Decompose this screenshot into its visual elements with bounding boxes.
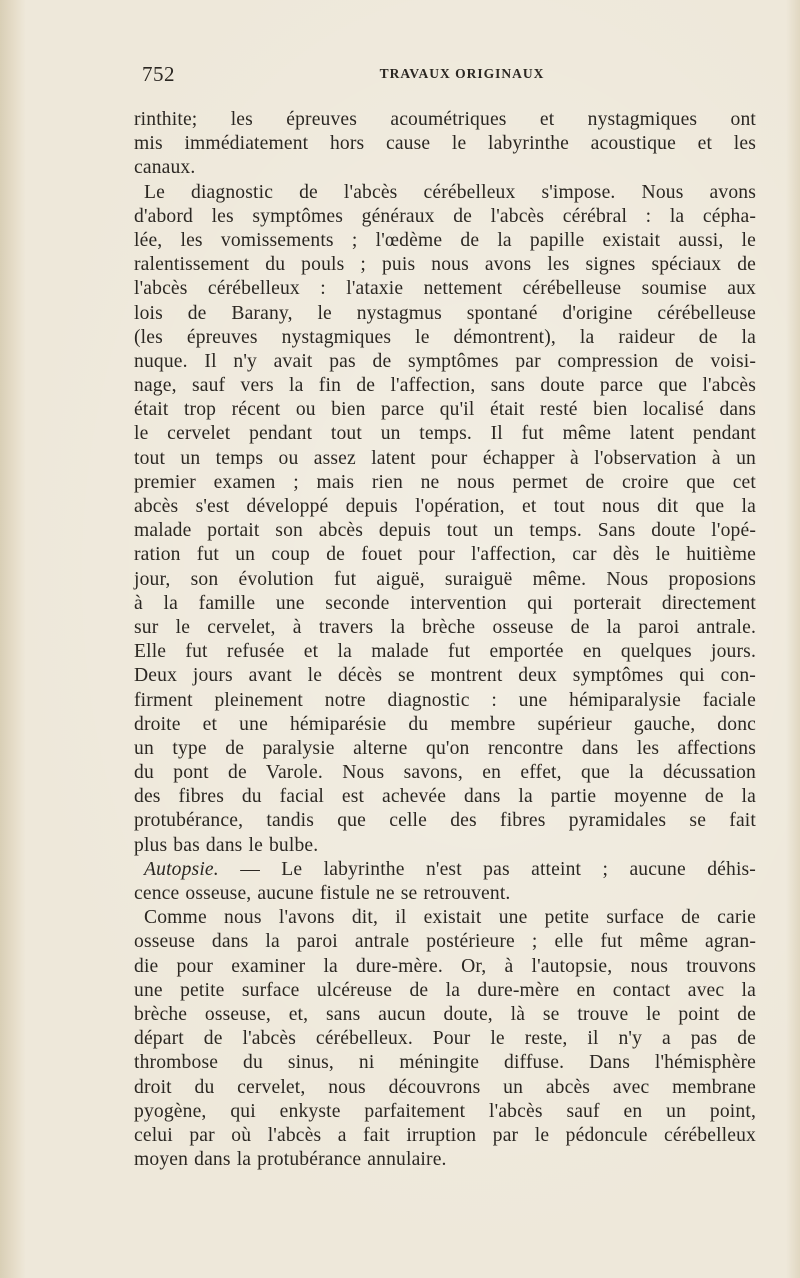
text-line: malade portait son abcès depuis tout un temps. Sans doute l'opé-	[134, 520, 756, 542]
text-line: droite et une hémiparésie du membre supérieur gauche, donc	[134, 713, 756, 735]
text-line: jour, son évolution fut aiguë, suraiguë même. Nous proposions	[134, 568, 756, 590]
text-line: sur le cervelet, à travers la brèche osseuse de la paroi antrale.	[134, 616, 756, 638]
text-line: celui par où l'abcès a fait irruption par le pédoncule cérébelleux	[134, 1124, 756, 1146]
text-line: abcès s'est développé depuis l'opération, et tout nous dit que la	[134, 496, 756, 517]
text-line: nuque. Il n'y avait pas de symptômes par compression de voisi-	[134, 350, 756, 372]
text-line: (les épreuves nystagmiques le démontrent), la raideur de la	[134, 326, 756, 348]
text-line: moyen dans la protubérance annulaire.	[134, 1149, 447, 1171]
text-line: lée, les vomissements ; l'œdème de la papille existait aussi, le	[134, 229, 756, 251]
page-number: 752	[142, 62, 175, 86]
text-line: brèche osseuse, et, sans aucun doute, là se trouve le point de	[134, 1003, 756, 1025]
text-line: Le diagnostic de l'abcès cérébelleux s'impose. Nous avons	[144, 181, 756, 203]
text-line: firment pleinement notre diagnostic : une hémiparalysie faciale	[134, 689, 756, 711]
text-line: ration fut un coup de fouet pour l'affection, car dès le huitième	[134, 544, 756, 566]
text-line: canaux.	[134, 157, 196, 179]
text-line: tout un temps ou assez latent pour échapper à l'observation à un	[134, 447, 756, 469]
text-line: lois de Barany, le nystagmus spontané d'origine cérébelleuse	[134, 302, 756, 324]
text-line: Comme nous l'avons dit, il existait une petite surface de carie	[144, 907, 756, 929]
text-line: nage, sauf vers la fin de l'affection, sans doute parce que l'abcès	[134, 375, 756, 397]
text-line: un type de paralysie alterne qu'on rencontre dans les affections	[134, 737, 756, 759]
binding-shadow	[0, 0, 26, 1278]
text-line: thrombose du sinus, ni méningite diffuse. Dans l'hémisphère	[134, 1052, 756, 1074]
body-text	[134, 108, 756, 1172]
text-line: cence osseuse, aucune fistule ne se retrouvent.	[134, 883, 511, 904]
text-line: une petite surface ulcéreuse de la dure-mère en contact avec la	[134, 979, 756, 1001]
text-line: mis immédiatement hors cause le labyrinthe acoustique et les	[134, 133, 756, 155]
text-line: ralentissement du pouls ; puis nous avons les signes spéciaux de	[134, 254, 756, 276]
text-line: était trop récent ou bien parce qu'il était resté bien localisé dans	[134, 399, 756, 421]
edge-shadow	[786, 0, 800, 1278]
running-head: TRAVAUX ORIGINAUX	[379, 66, 545, 81]
text-line-rest: — Le labyrinthe n'est pas atteint ; aucune déhis-	[218, 858, 756, 880]
text-line: d'abord les symptômes généraux de l'abcès cérébral : la cépha-	[134, 205, 756, 227]
text-line: premier examen ; mais rien ne nous permet de croire que cet	[134, 471, 756, 493]
page-header	[142, 62, 754, 88]
text-line: droit du cervelet, nous découvrons un abcès avec membrane	[134, 1076, 756, 1098]
text-line: rinthite; les épreuves acoumétriques et nystagmiques ont	[134, 109, 756, 130]
text-line: l'abcès cérébelleux : l'ataxie nettement cérébelleuse soumise aux	[134, 278, 756, 300]
text-line: die pour examiner la dure-mère. Or, à l'autopsie, nous trouvons	[134, 955, 756, 977]
text-line: du pont de Varole. Nous savons, en effet, que la décussation	[134, 762, 756, 784]
text-line: Deux jours avant le décès se montrent deux symptômes qui con-	[134, 665, 756, 687]
text-line	[134, 858, 756, 882]
text-line: osseuse dans la paroi antrale postérieure ; elle fut même agran-	[134, 931, 756, 953]
text-line: à la famille une seconde intervention qui porterait directement	[134, 592, 756, 614]
text-line: des fibres du facial est achevée dans la partie moyenne de la	[134, 786, 756, 808]
section-lead: Autopsie.	[144, 858, 219, 880]
text-line: le cervelet pendant tout un temps. Il fut même latent pendant	[134, 423, 756, 445]
text-line: plus bas dans le bulbe.	[134, 834, 319, 856]
text-line: départ de l'abcès cérébelleux. Pour le reste, il n'y a pas de	[134, 1028, 756, 1050]
text-line: pyogène, qui enkyste parfaitement l'abcès sauf en un point,	[134, 1100, 756, 1122]
text-line: Elle fut refusée et la malade fut emportée en quelques jours.	[134, 641, 756, 663]
text-line: protubérance, tandis que celle des fibres pyramidales se fait	[134, 810, 756, 832]
